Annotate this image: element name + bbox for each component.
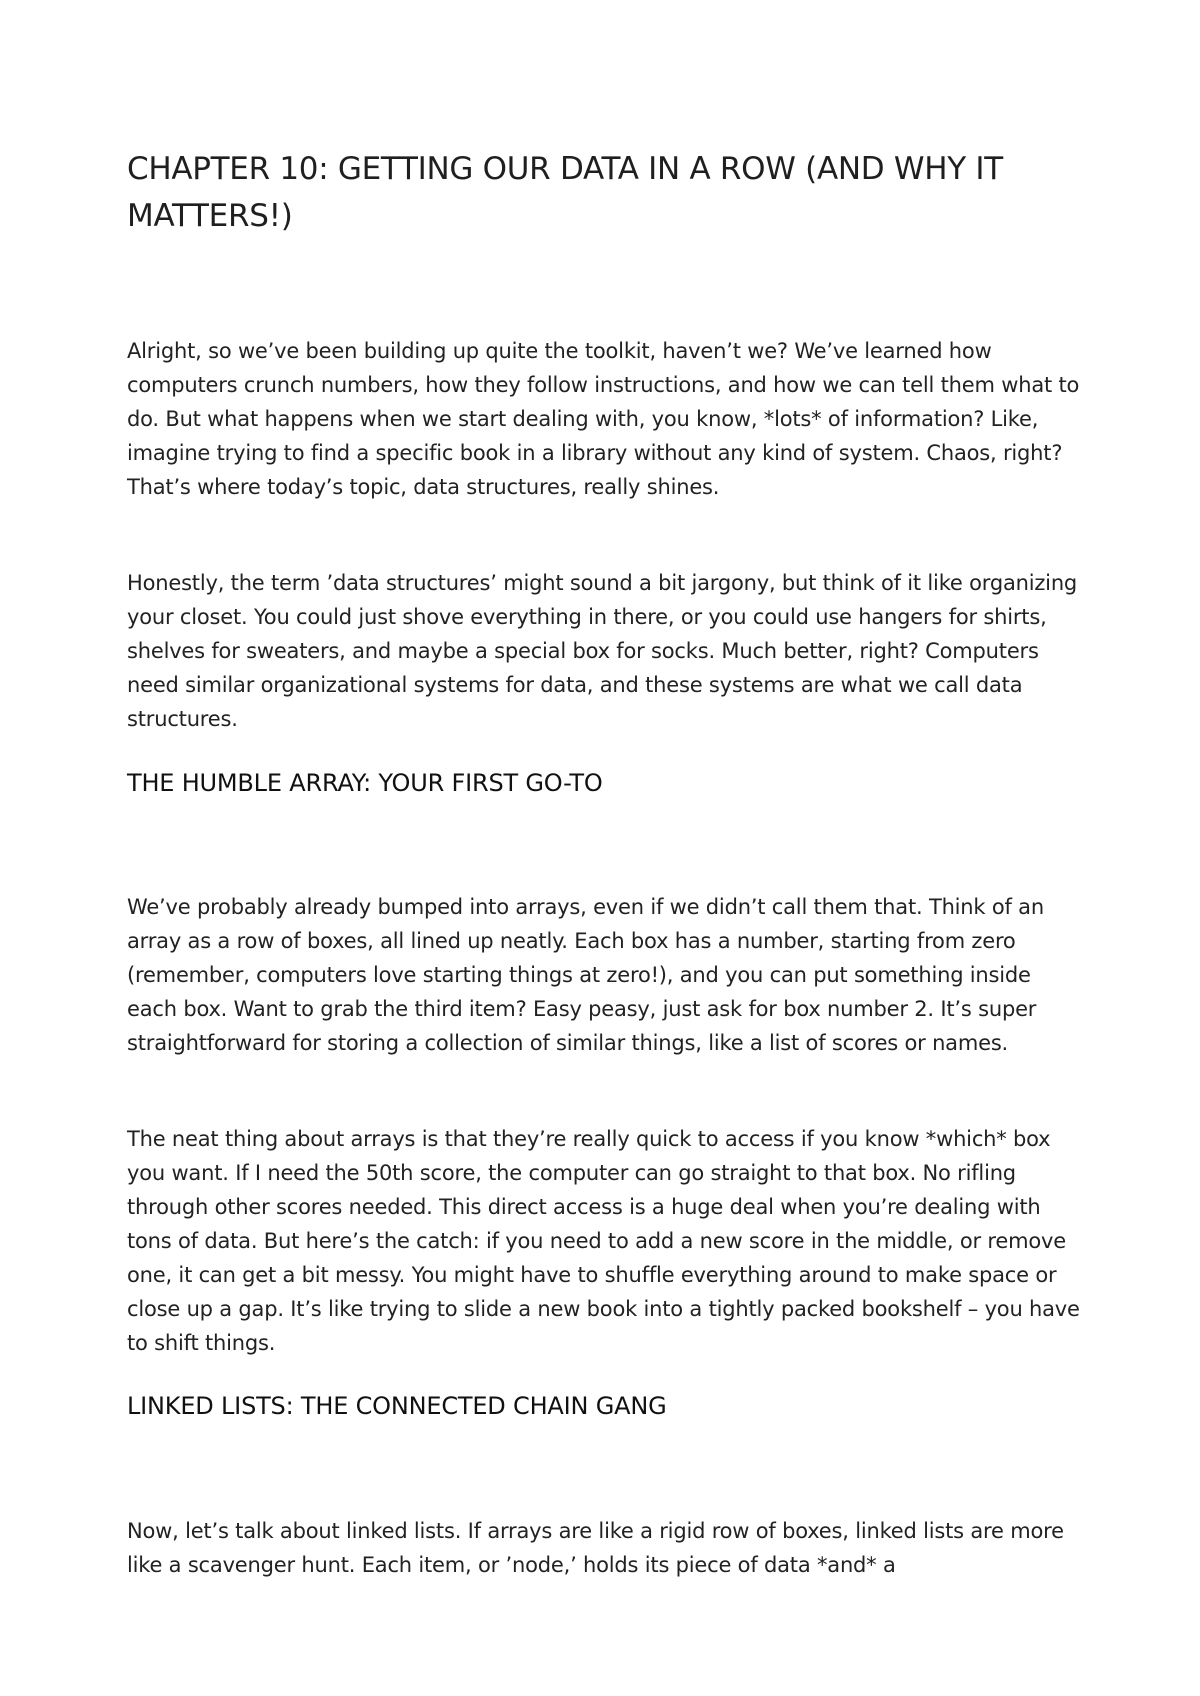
intro-paragraph-2: Honestly, the term ’data structures’ might sound a bit jargony, but think of it like organizing your closet. You could just shove everything in there, or you could use hangers for shirts, shelves for sweaters, and maybe a special box for socks. Much better, right? Computers need similar organizational systems for data, and these systems are what we call data structures.	[127, 571, 1078, 731]
intro-paragraph-1: Alright, so we’ve been building up quite the toolkit, haven’t we? We’ve learned how computers crunch numbers, how they follow instructions, and how we can tell them what to do. But what happens when we start dealing with, you know, *lots* of information? Like, imagine trying to find a specific book in a library without any kind of system. Chaos, right? That’s where today’s topic, data structures, really shines.	[127, 339, 1080, 499]
arrays-paragraph-1: We’ve probably already bumped into arrays, even if we didn’t call them that. Think of an array as a row of boxes, all lined up neatly. Each box has a number, starting from zero (remember, computers love starting things at zero!), and you can put something inside each box. Want to grab the third item? Easy peasy, just ask for box number 2. It’s super straightforward for storing a collection of similar things, like a list of scores or names.	[127, 895, 1044, 1055]
section-heading-arrays: THE HUMBLE ARRAY: YOUR FIRST GO-TO	[127, 769, 603, 797]
linked-lists-paragraph-1: Now, let’s talk about linked lists. If arrays are like a rigid row of boxes, linked lists are more like a scavenger hunt. Each item, or ’node,’ holds its piece of data *and* a	[127, 1519, 1064, 1577]
arrays-paragraph-2: The neat thing about arrays is that they’re really quick to access if you know *which* box you want. If I need the 50th score, the computer can go straight to that box. No rifling through other scores needed. This direct access is a huge deal when you’re dealing with tons of data. But here’s the catch: if you need to add a new score in the middle, or remove one, it can get a bit messy. You might have to shuffle everything around to make space or close up a gap. It’s like trying to slide a new book into a tightly packed bookshelf – you have to shift things.	[127, 1127, 1080, 1355]
section-heading-linked-lists: LINKED LISTS: THE CONNECTED CHAIN GANG	[127, 1392, 667, 1420]
chapter-title: CHAPTER 10: GETTING OUR DATA IN A ROW (AND WHY IT MATTERS!)	[127, 151, 1003, 234]
